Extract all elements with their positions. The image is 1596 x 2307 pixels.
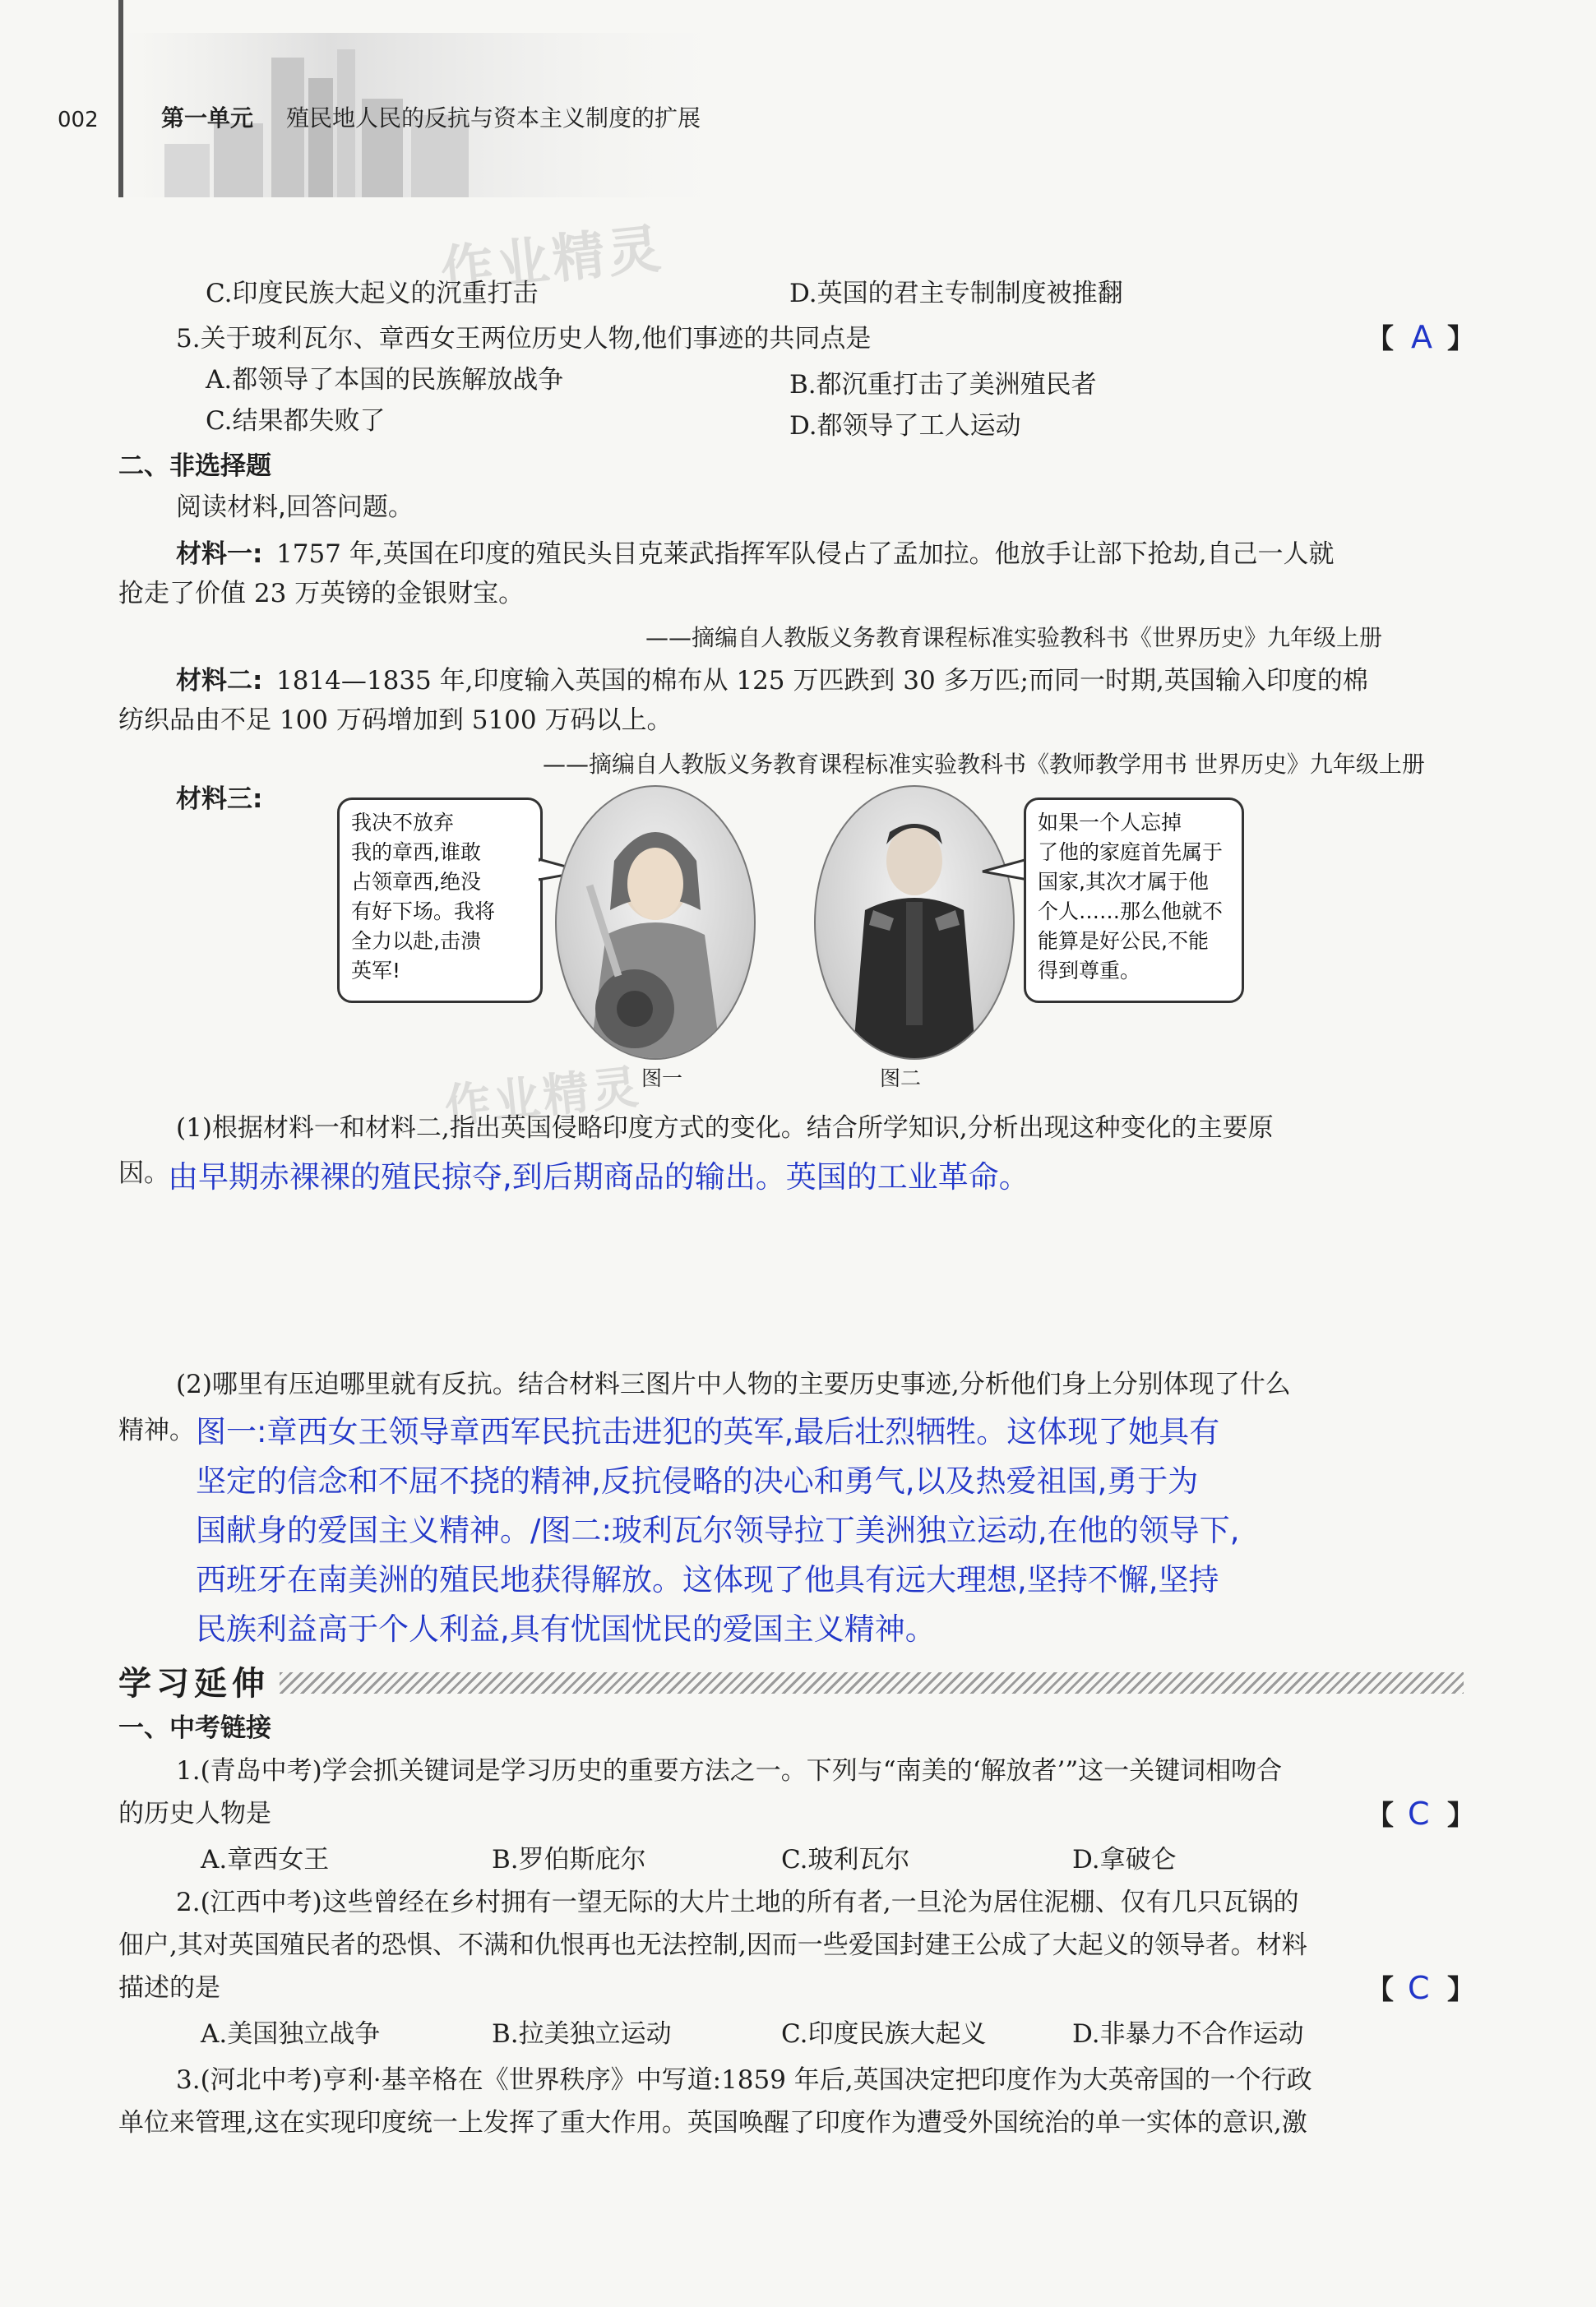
watermark: 作业精灵 [442,1060,645,1135]
material-2-label: 材料二: [176,666,263,696]
question-2-answer: 民族利益高于个人利益,具有忧国忧民的爱国主义精神。 [196,1611,936,1647]
bracket-close: 】 [1447,1973,1474,2005]
question-2-answer: 西班牙在南美洲的殖民地获得解放。这体现了他具有远大理想,坚持不懈,坚持 [196,1562,1219,1597]
material-3-label: 材料三: [176,784,263,814]
material-1-label: 材料一: [176,539,263,569]
q5-stem: 5.关于玻利瓦尔、章西女王两位历史人物,他们事迹的共同点是 [176,324,872,354]
header-banner [0,0,740,197]
question-2-text: 精神。 [118,1416,195,1445]
city-skyline-illustration [0,0,740,197]
q4-option-c: C.印度民族大起义的沉重打击 [206,279,539,308]
exam-question-2: 2.(江西中考)这些曾经在乡村拥有一望无际的大片土地的所有者,一旦沦为居住泥棚、仅有几只瓦锅的 [176,1888,1299,1917]
unit-subtitle: 殖民地人民的反抗与资本主义制度的扩展 [286,104,701,132]
exam-question-2-option-a: A.美国独立战争 [201,2019,381,2049]
exam-question-1-option-b: B.罗伯斯庇尔 [492,1845,646,1875]
q4-option-d: D.英国的君主专制制度被推翻 [789,279,1123,308]
material-1-text: 抢走了价值 23 万英镑的金银财宝。 [118,579,525,608]
exam-question-3: 3.(河北中考)亨利·基辛格在《世界秩序》中写道:1859 年后,英国决定把印度作为大英帝国的一个行政 [176,2065,1312,2095]
exam-question-1: 1.(青岛中考)学会抓关键词是学习历史的重要方法之一。下列与“南美的‘解放者’”这一关键词相吻合 [176,1756,1283,1786]
section-heading: 二、非选择题 [118,451,271,481]
q5-bracket-open: 【 [1367,322,1394,354]
exam-answer-2: C [1408,1970,1430,2006]
exam-question-3: 单位来管理,这在实现印度统一上发挥了重大作用。英国唤醒了印度作为遭受外国统治的单一实体的意识,激 [118,2108,1307,2138]
queen-of-jhansi-portrait [555,785,756,1060]
material-1-source: ——摘编自人教版义务教育课程标准实验教科书《世界历史》九年级上册 [645,624,1383,651]
section-intro: 阅读材料,回答问题。 [176,492,414,522]
exam-question-2-option-b: B.拉美独立运动 [492,2019,672,2049]
material-1-text: 1757 年,英国在印度的殖民头目克莱武指挥军队侵占了孟加拉。他放手让部下抢劫,自己一人就 [276,539,1335,569]
exam-question-1-option-a: A.章西女王 [201,1845,330,1875]
q5-option-c: C.结果都失败了 [206,406,386,436]
header-vertical-rule [118,0,123,197]
extension-heading: 学习延伸 [118,1665,270,1703]
bracket-open: 【 [1367,1799,1394,1831]
exam-question-2: 描述的是 [118,1973,220,2003]
material-2-text: 1814—1835 年,印度输入英国的棉布从 125 万匹跌到 30 多万匹;而同一时期,英国输入印度的棉 [276,666,1368,696]
exam-question-2: 佃户,其对英国殖民者的恐惧、不满和仇恨再也无法控制,因而一些爱国封建王公成了大起义的领导者。材料 [118,1930,1307,1960]
sub-heading: 一、中考链接 [118,1713,271,1743]
question-1-answer: 由早期赤裸裸的殖民掠夺,到后期商品的输出。英国的工业革命。 [168,1159,1029,1195]
bracket-close: 】 [1447,1799,1474,1831]
exam-question-1-option-c: C.玻利瓦尔 [781,1845,910,1875]
q5-bracket-close: 】 [1447,322,1474,354]
watermark: 作业精灵 [437,218,667,303]
exam-question-2-option-d: D.非暴力不合作运动 [1072,2019,1304,2049]
material-2-source: ——摘编自人教版义务教育课程标准实验教科书《教师教学用书 世界历史》九年级上册 [543,751,1425,778]
question-1-text: 因。 [118,1158,169,1188]
fig1-caption: 图一 [641,1066,683,1090]
exam-question-1: 的历史人物是 [118,1799,271,1828]
q5-option-a: A.都领导了本国的民族解放战争 [206,365,564,395]
page-number: 002 [58,108,99,132]
unit-title: 第一单元 [161,104,254,132]
speech-bubble-fig1: 我决不放弃 我的章西,谁敢 占领章西,绝没 有好下场。我将 全力以赴,击溃 英军! [337,798,543,1003]
exam-question-1-option-d: D.拿破仑 [1072,1845,1177,1875]
heading-divider [280,1672,1464,1694]
question-2-text: (2)哪里有压迫哪里就有反抗。结合材料三图片中人物的主要历史事迹,分析他们身上分别体现了什么 [176,1370,1291,1399]
question-2-answer: 图一:章西女王领导章西军民抗击进犯的英军,最后壮烈牺牲。这体现了她具有 [196,1414,1220,1449]
bracket-open: 【 [1367,1973,1394,2005]
question-2-answer: 国献身的爱国主义精神。/图二:玻利瓦尔领导拉丁美洲独立运动,在他的领导下, [196,1513,1240,1548]
q5-option-b: B.都沉重打击了美洲殖民者 [789,370,1097,400]
q5-option-d: D.都领导了工人运动 [789,411,1021,441]
material-2-text: 纺织品由不足 100 万码增加到 5100 万码以上。 [118,705,673,735]
bolivar-portrait [814,785,1015,1060]
exam-question-2-option-c: C.印度民族大起义 [781,2019,987,2049]
fig2-caption: 图二 [880,1066,922,1090]
exam-answer-1: C [1408,1796,1430,1832]
question-1-text: (1)根据材料一和材料二,指出英国侵略印度方式的变化。结合所学知识,分析出现这种变化的主要原 [176,1113,1274,1143]
bubble-pointer-fig2 [978,855,1028,888]
q5-answer: A [1411,319,1432,355]
question-2-answer: 坚定的信念和不屈不挠的精神,反抗侵略的决心和勇气,以及热爱祖国,勇于为 [196,1463,1199,1499]
speech-bubble-fig2: 如果一个人忘掉 了他的家庭首先属于 国家,其次才属于他 个人……那么他就不 能算是好公民,不能 得到尊重。 [1024,798,1244,1003]
